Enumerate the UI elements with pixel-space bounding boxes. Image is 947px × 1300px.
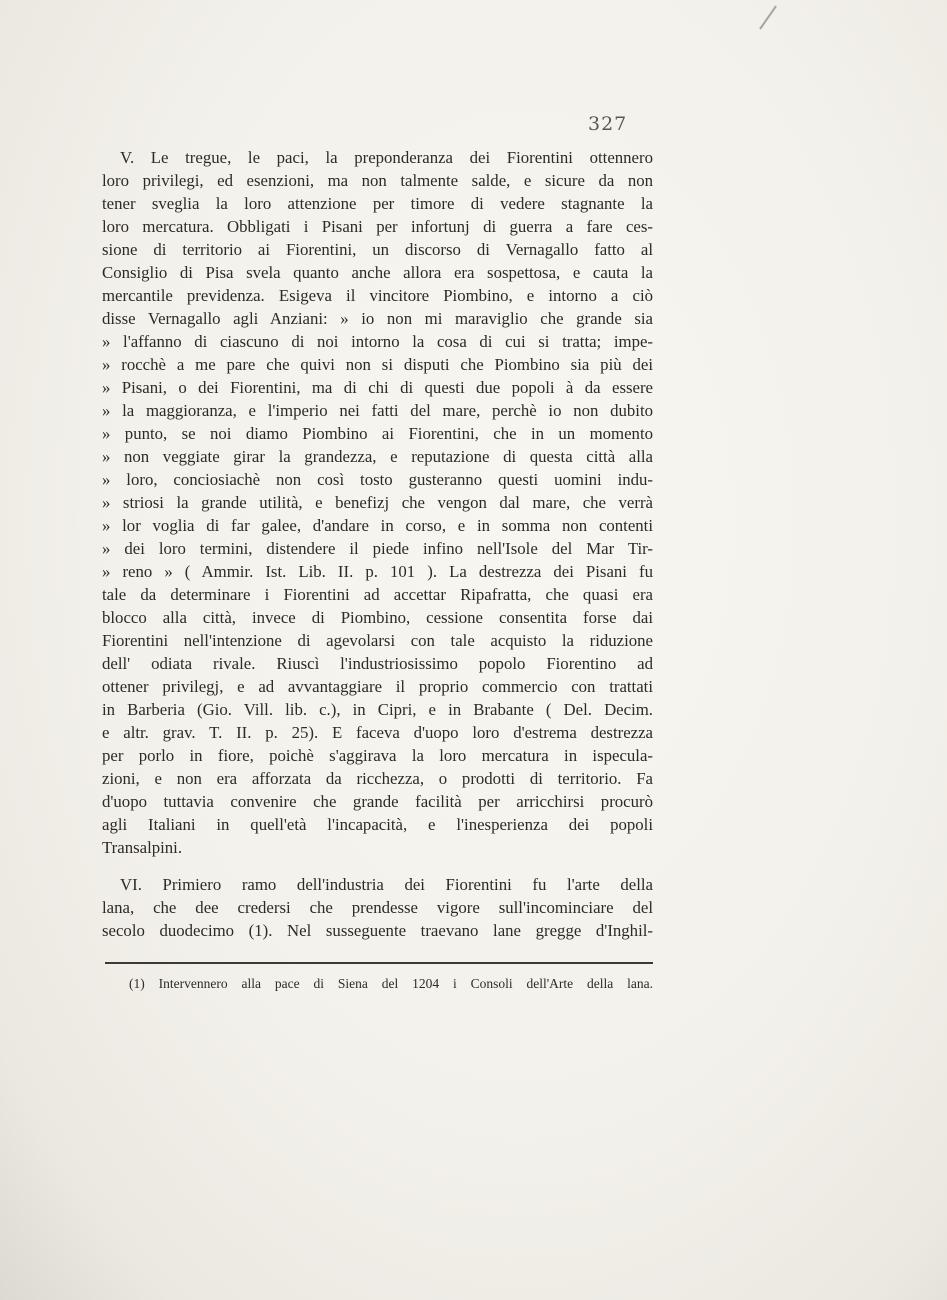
text-line: tale da determinare i Fiorentini ad accettar Ripafratta, che quasi era: [102, 585, 653, 604]
text-line: e altr. grav. T. II. p. 25). E faceva d'uopo loro d'estrema destrezza: [102, 723, 653, 742]
text-line: loro privilegi, ed esenzioni, ma non talmente salde, e sicure da non: [102, 171, 653, 190]
text-line: tener sveglia la loro attenzione per timore di vedere stagnante la: [102, 194, 653, 213]
text-line: » lor voglia di far galee, d'andare in corso, e in somma non contenti: [102, 516, 653, 535]
text-line: » loro, conciosiachè non così tosto gusteranno questi uomini indu-: [102, 470, 653, 489]
text-line: disse Vernagallo agli Anziani: » io non mi maraviglio che grande sia: [102, 309, 653, 328]
text-line: » la maggioranza, e l'imperio nei fatti del mare, perchè io non dubito: [102, 401, 653, 420]
text-line: loro mercatura. Obbligati i Pisani per infortunj di guerra a fare ces-: [102, 217, 653, 236]
text-line: » punto, se noi diamo Piombino ai Fiorentini, che in un momento: [102, 424, 653, 443]
text-line: in Barberia (Gio. Vill. lib. c.), in Cipri, e in Brabante ( Del. Decim.: [102, 700, 653, 719]
text-line: » striosi la grande utilità, e benefizj che vengon dal mare, che verrà: [102, 493, 653, 512]
text-line: » l'affanno di ciascuno di noi intorno la cosa di cui si tratta; impe-: [102, 332, 653, 351]
text-line: d'uopo tuttavia convenire che grande facilità per arricchirsi procurò: [102, 792, 653, 811]
text-line: » rocchè a me pare che quivi non si disputi che Piombino sia più dei: [102, 355, 653, 374]
footnote-rule: [105, 962, 653, 964]
text-line: lana, che dee credersi che prendesse vigore sull'incominciare del: [102, 898, 653, 917]
text-line: V. Le tregue, le paci, la preponderanza dei Fiorentini ottennero: [120, 148, 653, 167]
text-line: » Pisani, o dei Fiorentini, ma di chi di questi due popoli à da essere: [102, 378, 653, 397]
text-line: » reno » ( Ammir. Ist. Lib. II. p. 101 ). La destrezza dei Pisani fu: [102, 562, 653, 581]
text-line: agli Italiani in quell'età l'incapacità, e l'inesperienza dei popoli: [102, 815, 653, 834]
footnote: (1) Intervennero alla pace di Siena del 1204 i Consoli dell'Arte della lana.: [129, 976, 653, 991]
text-line: Consiglio di Pisa svela quanto anche allora era sospettosa, e cauta la: [102, 263, 653, 282]
text-line: » non veggiate girar la grandezza, e reputazione di questa città alla: [102, 447, 653, 466]
text-line: zioni, e non era afforzata da ricchezza, o prodotti di territorio. Fa: [102, 769, 653, 788]
text-line: per porlo in fiore, poichè s'aggirava la loro mercatura in ispecula-: [102, 746, 653, 765]
pencil-mark: [759, 5, 777, 29]
text-line: mercantile previdenza. Esigeva il vincitore Piombino, e intorno a ciò: [102, 286, 653, 305]
text-line: sione di territorio ai Fiorentini, un discorso di Vernagallo fatto al: [102, 240, 653, 259]
text-line: VI. Primiero ramo dell'industria dei Fiorentini fu l'arte della: [120, 875, 653, 894]
text-line: blocco alla città, invece di Piombino, cessione consentita forse dai: [102, 608, 653, 627]
text-line: » dei loro termini, distendere il piede infino nell'Isole del Mar Tir-: [102, 539, 653, 558]
text-line: ottener privilegj, e ad avvantaggiare il proprio commercio con trattati: [102, 677, 653, 696]
text-line: Transalpini.: [102, 838, 183, 857]
text-line: dell' odiata rivale. Riuscì l'industriosissimo popolo Fiorentino ad: [102, 654, 653, 673]
page-number: 327: [588, 113, 628, 135]
text-line: Fiorentini nell'intenzione di agevolarsi con tale acquisto la riduzione: [102, 631, 653, 650]
text-line: secolo duodecimo (1). Nel susseguente traevano lane gregge d'Inghil-: [102, 921, 653, 940]
